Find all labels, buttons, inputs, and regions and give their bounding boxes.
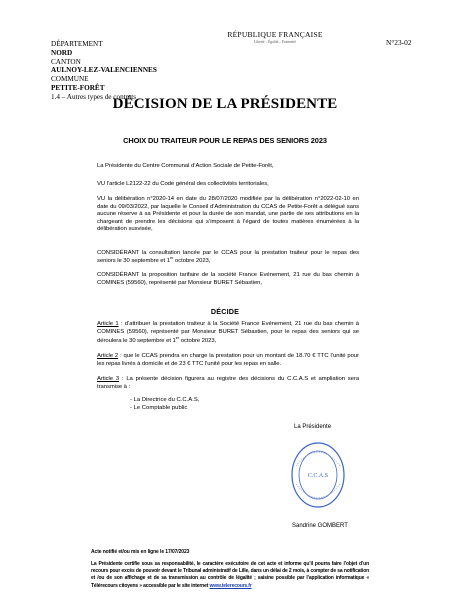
canton-value: AULNOY-LEZ-VALENCIENNES: [51, 66, 157, 75]
recipient-item: - Le Comptable public: [130, 405, 188, 412]
recipient-list: [130, 396, 199, 413]
notification-date: Acte notifié et/ou mis en ligne le 17/07/2023: [91, 549, 190, 555]
decision-number: N°23-02: [386, 38, 412, 47]
article-3-label: Article 3: [97, 376, 120, 382]
signatory-name: Sandrine GOMBERT: [292, 523, 348, 529]
article-3: [97, 375, 359, 392]
considerant-1-end: octobre 2023,: [173, 258, 211, 265]
article-2-text: : que le CCAS prendra en charge la prestation pour un montant de 18.70 € TTC l’unité pour les repas livrés à domicile et de 23 € TTC l’unité pour les repas en salle.: [97, 353, 359, 368]
legal-notice: [91, 561, 369, 590]
paragraph-vu-deliberation: VU la délibération n°2020-14 en date du 28/07/2020 modifiée par la délibération n°2022-02-10 en date du 09/03/2022, par laquelle le Conseil d’Administration du CCAS de Petite-Forêt a délégué sans aucune réserve à sa Présidente et pour la durée de son mandat, une partie de ses attributions en la chargeant de prendre les décisions qui s’imposent à l’égard de toutes matières énumérées à la délibération susvisée,: [97, 196, 359, 233]
paragraph-considerant-1: [97, 249, 359, 266]
commune-value: PETITE-FORÊT: [51, 83, 105, 92]
departement-label: DÉPARTEMENT: [51, 40, 103, 48]
considerant-1-sup: er: [169, 255, 174, 261]
paragraph-considerant-2: CONSIDÉRANT la proposition tarifaire de la société France Evénement, 21 rue du bas chemin à COMINES (59560), représenté par Monsieur BURET Sébastien,: [97, 272, 359, 287]
article-1-text: : d’attribuer la prestation traiteur à la Société France Evénement, 21 rue du bas chemin à COMINES (59560), représenté par Monsieur BURET Sébastien, pour le repas des seniors qui se déroulera le 30 septembre et 1: [97, 321, 359, 344]
signature-label: La Présidente: [294, 424, 332, 430]
legal-notice-text: La Présidente certifie sous sa responsabilité, le caractère exécutoire de cet acte et informe qu’il pourra faire l’objet d’un recours pour excès de pouvoir devant le Tribunal administratif de Lille, dans un délai de 2 mois, à compter de sa notification et /ou de son affichage et de sa transmission au contrôle de légalité ; saisine possible par l’application informatique « Télérecours citoyens » accessible par le site internet: [91, 561, 369, 589]
republic-motto: Liberté – Égalité – Fraternité: [254, 40, 296, 44]
article-1-label: Article 1: [97, 321, 119, 327]
header-admin-block: [51, 40, 157, 102]
article-1-sup: er: [175, 334, 180, 340]
seal-text: C.C.A.S: [307, 473, 329, 479]
decide-heading: DÉCIDE: [210, 307, 240, 316]
article-1: [97, 320, 359, 345]
article-1-end: octobre 2023,: [179, 337, 217, 344]
paragraph-president: La Présidente du Centre Communal d’Action Sociale de Petite-Forêt,: [97, 163, 274, 169]
canton-label: CANTON: [51, 57, 81, 66]
article-2: [97, 352, 359, 369]
article-2-label: Article 2: [97, 353, 119, 359]
republic-header: [220, 30, 330, 44]
paragraph-vu-article: VU l’article L2122-22 du Code général des collectivités territoriales,: [97, 181, 269, 187]
page-subtitle: CHOIX DU TRAITEUR POUR LE REPAS DES SENIORS 2023: [123, 136, 327, 145]
departement-value: NORD: [51, 48, 73, 57]
page-title: DÉCISION DE LA PRÉSIDENTE: [112, 96, 338, 112]
telerecours-link[interactable]: www.telerecours.fr: [209, 582, 252, 589]
considerant-1-text: CONSIDÉRANT la consultation lancée par le CCAS pour la prestation traiteur pour le repas des seniors le 30 septembre et 1: [97, 250, 359, 265]
ccas-seal-stamp: [290, 440, 346, 510]
recipient-item: - La Directrice du C.C.A.S,: [130, 397, 200, 403]
commune-label: COMMUNE: [51, 75, 89, 84]
republic-title: RÉPUBLIQUE FRANÇAISE: [227, 30, 323, 39]
act-category: 1.4 – Autres types de contrats: [51, 92, 137, 101]
article-3-text: : La présente décision figurera au registre des décisions du C.C.A.S et ampliation sera transmise à :: [97, 376, 359, 391]
